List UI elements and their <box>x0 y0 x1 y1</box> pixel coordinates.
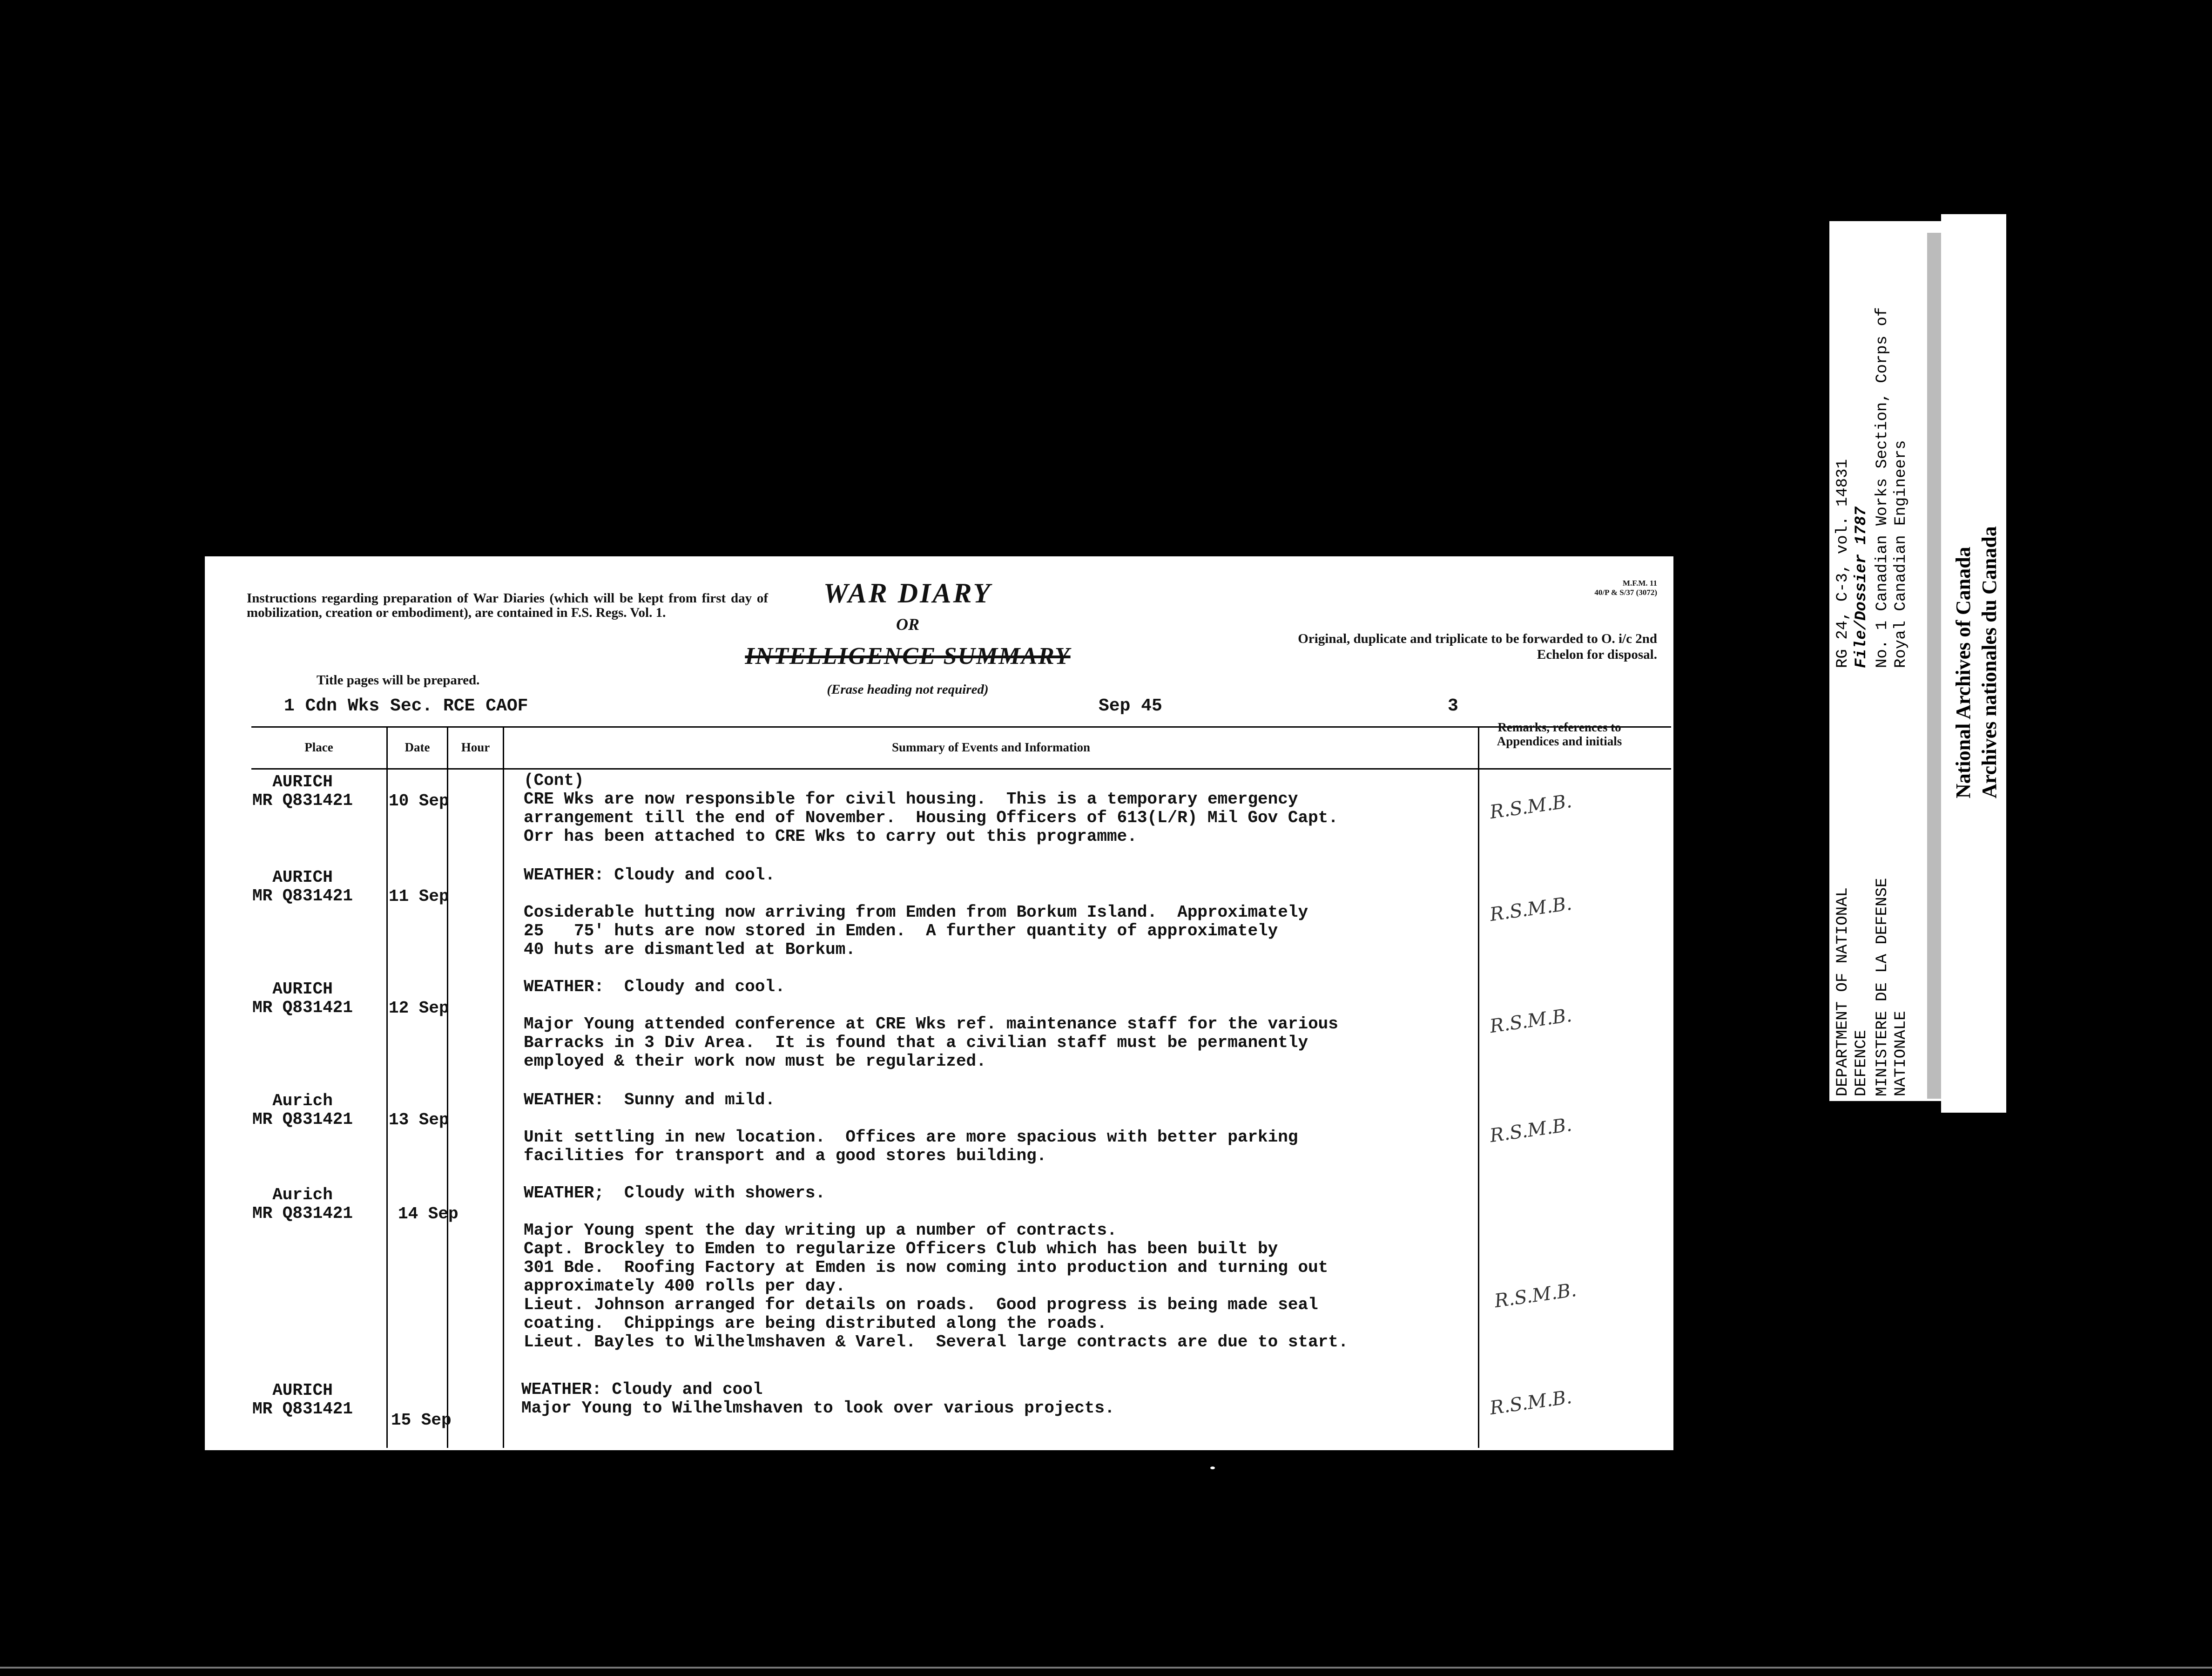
entry-place: AURICH MR Q831421 <box>252 1381 353 1419</box>
dept-line: MINISTERE DE LA DEFENSE <box>1874 878 1891 1096</box>
archive-name-fr: Archives nationales du Canada <box>1978 526 2001 798</box>
entry-date: 10 Sep <box>389 791 449 811</box>
form-code: M.F.M. 11 40/P & S/37 (3072) <box>1594 579 1657 597</box>
table-header-rule <box>251 768 1671 770</box>
col-header-remarks: Remarks, references to Appendices and initials <box>1497 720 1622 748</box>
month-year: Sep 45 <box>1099 696 1162 716</box>
entry-summary: WEATHER: Cloudy and cool Major Young to Wilhelmshaven to look over various projects. <box>521 1380 1115 1418</box>
entry-initials: R.S.M.B. <box>1488 790 1573 824</box>
archive-unit-line: Royal Canadian Engineers <box>1892 440 1910 668</box>
entry-summary: WEATHER: Sunny and mild. Unit settling in new location. Offices are more spacious with better parking facilities for transport and a good stores building. <box>524 1090 1298 1165</box>
entry-initials: R.S.M.B. <box>1488 892 1573 926</box>
archive-unit-line: No. 1 Canadian Works Section, Corps of <box>1874 307 1891 668</box>
entry-date: 11 Sep <box>389 887 449 906</box>
col-header-date: Date <box>405 740 430 754</box>
table-top-rule <box>251 726 1671 728</box>
film-speck <box>1210 1466 1215 1469</box>
entry-initials: R.S.M.B. <box>1488 1004 1573 1038</box>
archive-ref-line: RG 24, C-3, vol. 14831 <box>1834 459 1852 668</box>
entry-date: 12 Sep <box>389 999 449 1018</box>
title-pages-note: Title pages will be prepared. <box>317 673 480 688</box>
entry-date: 14 Sep <box>398 1204 459 1223</box>
unit-name: 1 Cdn Wks Sec. RCE CAOF <box>284 696 528 716</box>
erase-note: (Erase heading not required) <box>827 682 989 697</box>
dept-line: DEFENCE <box>1853 1030 1870 1096</box>
entry-summary: WEATHER; Cloudy with showers. Major Young spent the day writing up a number of contracts. Capt. Brockley to Emden to regularize Officers Club which has been built by 301 Bde. Roofing Factory at Emden is now coming into production and turning out approximately 400 rolls per day. Lieut. Johnson arranged for details on roads. Good progress is being made seal coating. Chippings are being distributed along the roads. Lieut. Bayles to Wilhelmshaven & Varel. Several large contracts are due to start. <box>524 1183 1349 1352</box>
form-or: OR <box>896 615 919 634</box>
distribution-note: Original, duplicate and triplicate to be forwarded to O. i/c 2nd Echelon for disposal. <box>1298 631 1657 662</box>
page-number: 3 <box>1448 696 1458 716</box>
form-title: WAR DIARY <box>823 578 992 608</box>
archive-reference-strip <box>1829 221 1943 1101</box>
war-diary-sheet <box>205 556 1673 1450</box>
entry-initials: R.S.M.B. <box>1488 1114 1573 1147</box>
col-divider-hour <box>503 726 504 1448</box>
entry-place: AURICH MR Q831421 <box>252 772 353 810</box>
entry-place: Aurich MR Q831421 <box>252 1185 353 1223</box>
col-divider-summary <box>1478 726 1479 1448</box>
col-divider-date <box>447 726 448 1448</box>
entry-date: 13 Sep <box>389 1110 449 1129</box>
entry-initials: R.S.M.B. <box>1488 1386 1573 1419</box>
entry-place: Aurich MR Q831421 <box>252 1091 353 1129</box>
col-header-hour: Hour <box>461 740 490 754</box>
archive-name-en: National Archives of Canada <box>1952 547 1975 798</box>
entry-summary: WEATHER: Cloudy and cool. Major Young attended conference at CRE Wks ref. maintenance staff for the various Barracks in 3 Div Area. It is found that a civilian staff must be permanently employed & their work now must be regularized. <box>524 977 1338 1071</box>
col-divider-place <box>386 726 388 1448</box>
instructions-note: Instructions regarding preparation of War Diaries (which will be kept from first day of mobilization, creation or embodiment), are contained in F.S. Regs. Vol. 1. <box>247 591 768 620</box>
dept-line: NATIONALE <box>1892 1011 1910 1096</box>
entry-place: AURICH MR Q831421 <box>252 980 353 1017</box>
dept-line: DEPARTMENT OF NATIONAL <box>1834 887 1852 1096</box>
entry-summary: (Cont) CRE Wks are now responsible for civil housing. This is a temporary emergency arrangement till the end of November. Housing Officers of 613(L/R) Mil Gov Capt. Orr has been attached to CRE Wks to carry out this programme. <box>524 771 1338 846</box>
entry-initials: R.S.M.B. <box>1493 1279 1578 1312</box>
archive-file-line: File/Dossier 1787 <box>1853 507 1870 668</box>
entry-summary: WEATHER: Cloudy and cool. Cosiderable hutting now arriving from Emden from Borkum Island. Approximately 25 75' huts are now stored in Emden. A further quantity of approximately 40 huts are dismantled at Borkum. <box>524 865 1308 959</box>
archive-strip-divider <box>1927 233 1942 1099</box>
entry-date: 15 Sep <box>391 1411 452 1430</box>
col-header-place: Place <box>304 740 333 754</box>
film-edge-line <box>0 1667 2212 1669</box>
archive-stamp-strip <box>1941 214 2006 1113</box>
form-subtitle-struck: INTELLIGENCE SUMMARY <box>745 643 1071 669</box>
entry-place: AURICH MR Q831421 <box>252 868 353 906</box>
col-header-summary: Summary of Events and Information <box>891 740 1091 754</box>
